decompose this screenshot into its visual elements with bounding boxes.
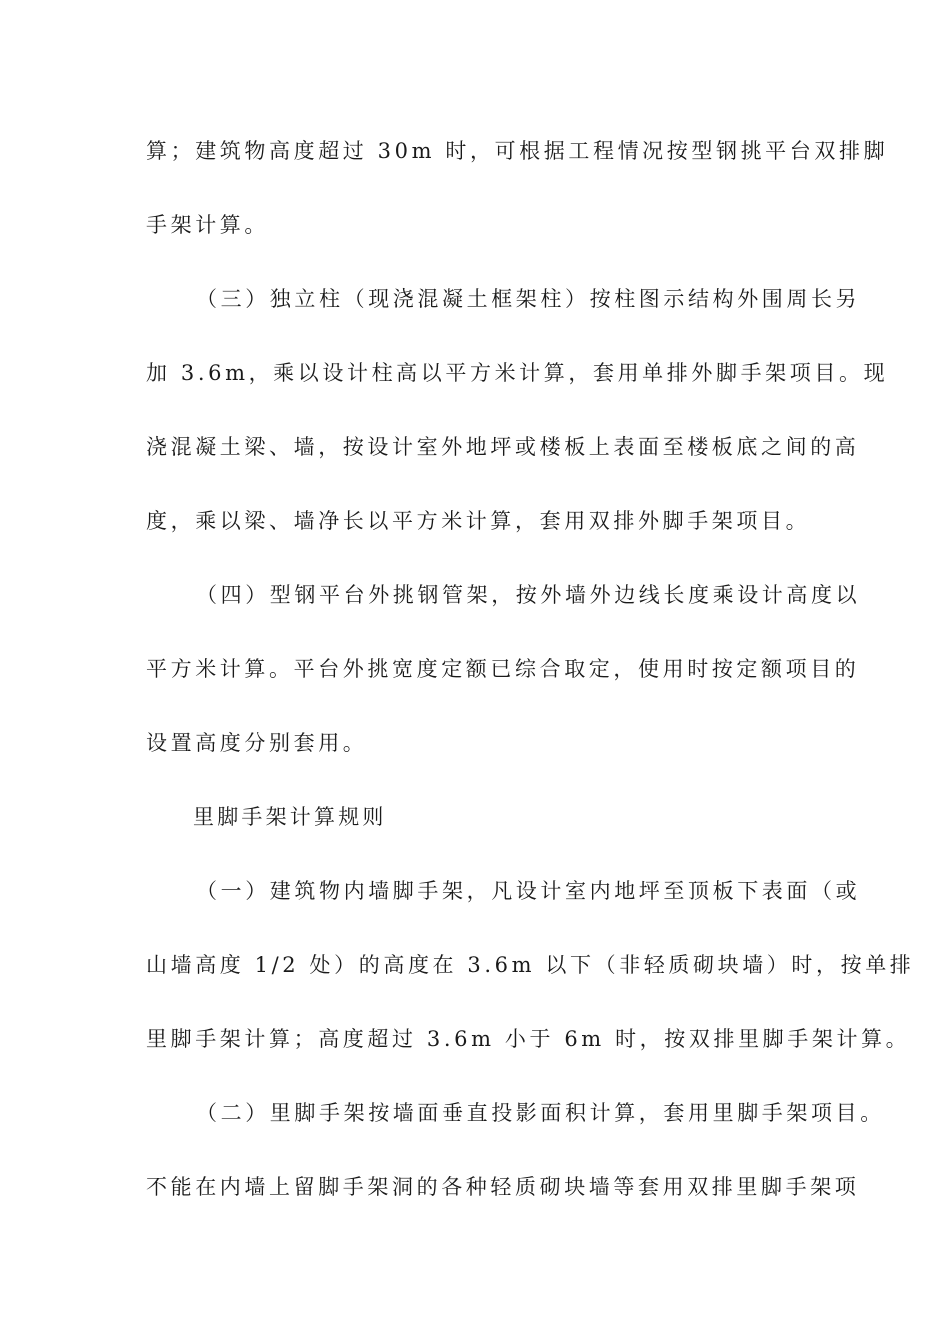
text-line-15: 不能在内墙上留脚手架洞的各种轻质砌块墙等套用双排里脚手架项 (146, 1175, 860, 1199)
text-line-6: 度，乘以梁、墙净长以平方米计算，套用双排外脚手架项目。 (146, 509, 811, 533)
section-heading: 里脚手架计算规则 (193, 805, 387, 829)
paragraph-2-start: （二）里脚手架按墙面垂直投影面积计算，套用里脚手架项目。 (196, 1101, 885, 1125)
text-line-12: 山墙高度 1/2 处）的高度在 3.6m 以下（非轻质砌块墙）时，按单排 (146, 953, 915, 977)
paragraph-4-start: （四）型钢平台外挑钢管架，按外墙外边线长度乘设计高度以 (196, 583, 861, 607)
text-line-9: 设置高度分别套用。 (146, 731, 368, 755)
text-line-4: 加 3.6m，乘以设计柱高以平方米计算，套用单排外脚手架项目。现 (146, 361, 889, 385)
text-line-13: 里脚手架计算；高度超过 3.6m 小于 6m 时，按双排里脚手架计算。 (146, 1027, 911, 1051)
text-line-2: 手架计算。 (146, 213, 269, 237)
paragraph-3-start: （三）独立柱（现浇混凝土框架柱）按柱图示结构外围周长另 (196, 287, 861, 311)
text-line-5: 浇混凝土梁、墙，按设计室外地坪或楼板上表面至楼板底之间的高 (146, 435, 860, 459)
text-line-1: 算；建筑物高度超过 30m 时，可根据工程情况按型钢挑平台双排脚 (146, 139, 889, 163)
paragraph-1-start: （一）建筑物内墙脚手架，凡设计室内地坪至顶板下表面（或 (196, 879, 861, 903)
text-line-8: 平方米计算。平台外挑宽度定额已综合取定，使用时按定额项目的 (146, 657, 860, 681)
